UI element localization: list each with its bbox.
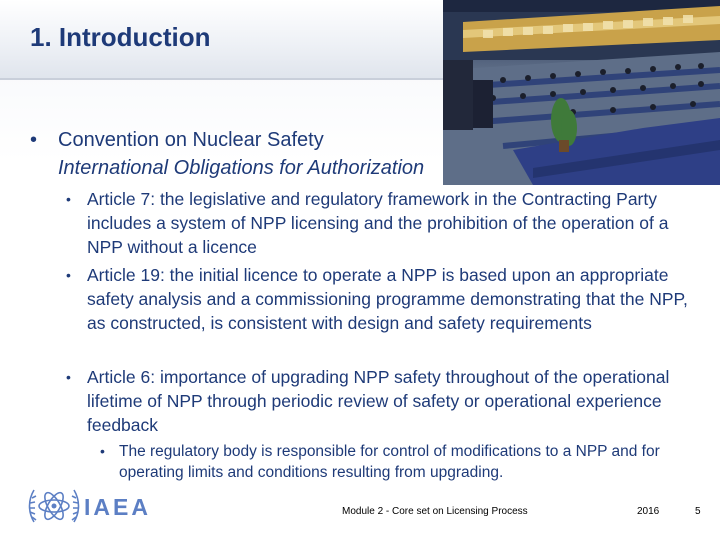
article-6-item [66, 365, 706, 437]
heading-subtitle: International Obligations for Authorization [58, 157, 425, 179]
heading-text: Convention on Nuclear Safety [58, 129, 324, 151]
article-7-item [66, 187, 706, 259]
bullet-marker: • [30, 129, 38, 151]
bullet-marker: • [66, 191, 71, 207]
conference-hall-photo [443, 0, 720, 185]
sub-point-text: The regulatory body is responsible for control of modifications to a NPP and for operating limits and conditions resulting from upgrading. [119, 443, 660, 481]
iaea-logo-text: IAEA [84, 494, 151, 520]
bullet-marker: • [66, 267, 71, 283]
slide-title: 1. Introduction [30, 22, 211, 52]
footer-module: Module 2 - Core set on Licensing Process [342, 506, 528, 517]
conference-hall-illustration [443, 0, 720, 185]
article-19-item [66, 263, 706, 335]
article-text: Article 6: importance of upgrading NPP safety throughout of the operational lifetime of NPP through periodic review of safety or operational experience feedback [87, 367, 670, 435]
footer-page-number: 5 [695, 506, 701, 517]
article-text: Article 7: the legislative and regulatory framework in the Contracting Party includes a system of NPP licensing and the prohibition of the operation of a NPP without a licence [87, 189, 669, 257]
article-text: Article 19: the initial licence to operate a NPP is based upon an appropriate safety analysis and a commissioning programme demonstrating that the NPP, as constructed, is consistent with design and safety requirements [87, 265, 688, 333]
sub-point-item [100, 441, 700, 483]
bullet-marker: • [100, 443, 105, 459]
bullet-marker: • [66, 369, 71, 385]
footer-year: 2016 [637, 506, 660, 517]
